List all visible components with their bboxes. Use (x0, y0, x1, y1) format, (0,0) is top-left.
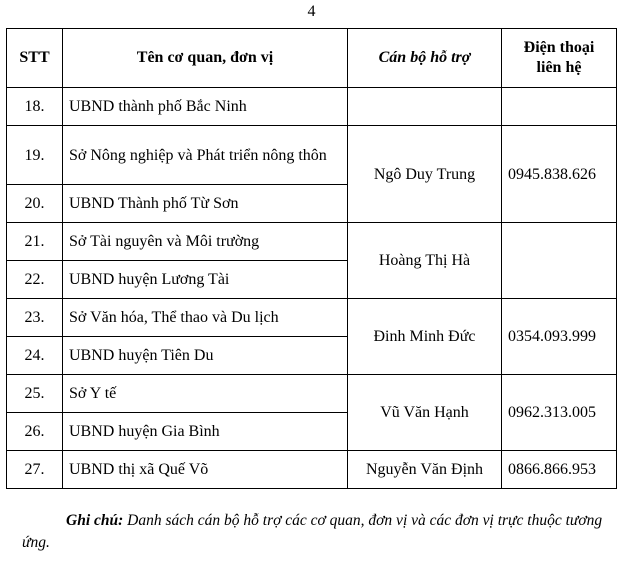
row-unit: Sở Tài nguyên và Môi trường (63, 223, 348, 261)
row-stt: 24. (7, 337, 63, 375)
row-stt: 27. (7, 451, 63, 489)
header-stt: STT (7, 29, 63, 88)
row-unit: Sở Văn hóa, Thể thao và Du lịch (63, 299, 348, 337)
footnote-label: Ghi chú: (66, 512, 124, 529)
row-unit: UBND huyện Tiên Du (63, 337, 348, 375)
group-staff: Nguyễn Văn Định (348, 451, 502, 489)
table-row (7, 451, 617, 489)
footnote-text: Danh sách cán bộ hỗ trợ các cơ quan, đơn vị và các đơn vị trực thuộc tương ứng. (22, 512, 603, 551)
row-unit: UBND Thành phố Từ Sơn (63, 185, 348, 223)
header-staff: Cán bộ hỗ trợ (348, 29, 502, 88)
group-phone: 0962.313.005 (502, 375, 617, 451)
footnote (22, 510, 612, 554)
row-stt: 25. (7, 375, 63, 413)
group-staff: Ngô Duy Trung (348, 126, 502, 223)
group-phone (502, 223, 617, 299)
row-phone-empty (502, 88, 617, 126)
header-unit: Tên cơ quan, đơn vị (63, 29, 348, 88)
group-phone: 0945.838.626 (502, 126, 617, 223)
row-unit: UBND thị xã Quế Võ (63, 451, 348, 489)
table-row (7, 126, 617, 185)
row-unit: Sở Y tế (63, 375, 348, 413)
row-stt: 19. (7, 126, 63, 185)
header-contact-line2: liên hệ (536, 59, 582, 76)
row-unit: UBND thành phố Bắc Ninh (63, 88, 348, 126)
row-stt: 22. (7, 261, 63, 299)
group-staff: Đinh Minh Đức (348, 299, 502, 375)
row-stt: 21. (7, 223, 63, 261)
group-staff: Vũ Văn Hạnh (348, 375, 502, 451)
table-row (7, 88, 617, 126)
row-unit: UBND huyện Gia Bình (63, 413, 348, 451)
row-stt: 18. (7, 88, 63, 126)
group-phone: 0354.093.999 (502, 299, 617, 375)
table-row (7, 223, 617, 261)
header-contact-line1: Điện thoại (523, 39, 595, 56)
row-unit: UBND huyện Lương Tài (63, 261, 348, 299)
group-phone: 0866.866.953 (502, 451, 617, 489)
group-staff: Hoàng Thị Hà (348, 223, 502, 299)
row-stt: 23. (7, 299, 63, 337)
row-stt: 26. (7, 413, 63, 451)
page-number: 4 (307, 3, 316, 20)
table-row (7, 375, 617, 413)
header-contact (502, 29, 617, 88)
support-staff-table (6, 28, 617, 489)
table-header-row (7, 29, 617, 88)
row-staff-empty (348, 88, 502, 126)
row-unit: Sở Nông nghiệp và Phát triển nông thôn (63, 126, 348, 185)
table-row (7, 299, 617, 337)
row-stt: 20. (7, 185, 63, 223)
